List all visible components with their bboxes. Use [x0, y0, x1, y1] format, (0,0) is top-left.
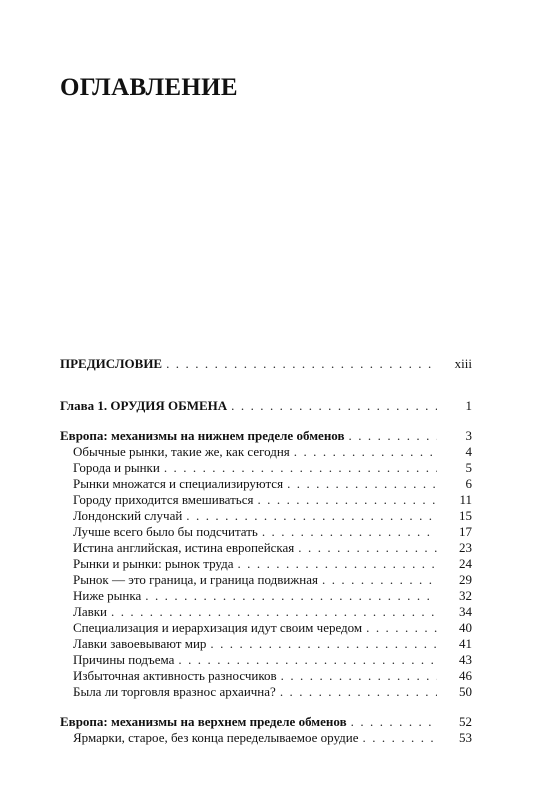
toc-entry-page: 34	[459, 604, 472, 619]
toc-entry-page: 4	[465, 444, 472, 459]
toc-entry-page: 17	[459, 524, 472, 539]
toc-entry-page: 5	[465, 460, 472, 475]
toc-entry	[60, 652, 472, 668]
toc-entry-section	[60, 428, 472, 444]
dot-leader	[178, 652, 437, 668]
toc-entry-title: Лондонский случай	[73, 508, 183, 523]
toc-entry	[60, 556, 472, 572]
dot-leader	[287, 476, 437, 492]
toc-entry-title: Лавки	[73, 604, 107, 619]
toc-entry-title: Ярмарки, старое, без конца переделываемое орудие	[73, 730, 359, 745]
toc-entry-title: ПРЕДИСЛОВИЕ	[60, 356, 163, 371]
toc-entry	[60, 588, 472, 604]
toc-entry-title: Причины подъема	[73, 652, 175, 667]
toc-entry-title: Европа: механизмы на нижнем пределе обменов	[60, 428, 345, 443]
toc-entry	[60, 508, 472, 524]
toc-entry-title: Европа: механизмы на верхнем пределе обменов	[60, 714, 347, 729]
toc-entry	[60, 730, 472, 746]
toc-entry-page: 53	[459, 730, 472, 745]
dot-leader	[186, 508, 437, 524]
toc-entry-preface	[60, 356, 472, 372]
toc-entry-title: Специализация и иерархизация идут своим чередом	[73, 620, 363, 635]
dot-leader	[262, 524, 437, 540]
table-of-contents	[60, 356, 472, 746]
toc-entry-title: Города и рынки	[73, 460, 160, 475]
toc-entry-title: Была ли торговля вразнос архаична?	[73, 684, 276, 699]
toc-entry-page: 41	[459, 636, 472, 651]
toc-entry-page: 29	[459, 572, 472, 587]
toc-entry-page: 40	[459, 620, 472, 635]
dot-leader	[257, 492, 437, 508]
toc-entry-page: 32	[459, 588, 472, 603]
toc-entry-title: Обычные рынки, такие же, как сегодня	[73, 444, 290, 459]
toc-entry-title: Глава 1. ОРУДИЯ ОБМЕНА	[60, 398, 228, 413]
dot-leader	[210, 636, 437, 652]
toc-entry-title: Избыточная активность разносчиков	[73, 668, 277, 683]
dot-leader	[351, 714, 437, 730]
toc-entry-page: 43	[459, 652, 472, 667]
toc-entry-title: Рынки и рынки: рынок труда	[73, 556, 234, 571]
dot-leader	[322, 572, 437, 588]
dot-leader	[111, 604, 437, 620]
toc-entry-page: 11	[459, 492, 472, 507]
toc-entry	[60, 524, 472, 540]
toc-entry	[60, 684, 472, 700]
dot-leader	[298, 540, 437, 556]
toc-entry-page: 23	[459, 540, 472, 555]
dot-leader	[145, 588, 437, 604]
toc-entry	[60, 572, 472, 588]
page-title: ОГЛАВЛЕНИЕ	[60, 74, 238, 101]
toc-entry-page: 24	[459, 556, 472, 571]
toc-entry	[60, 492, 472, 508]
toc-entry	[60, 636, 472, 652]
toc-entry-title: Городу приходится вмешиваться	[73, 492, 254, 507]
toc-entry	[60, 540, 472, 556]
toc-entry-page: 1	[465, 398, 472, 413]
toc-entry-page: 52	[459, 714, 472, 729]
toc-entry	[60, 444, 472, 460]
dot-leader	[166, 356, 437, 372]
toc-entry-page: 15	[459, 508, 472, 523]
toc-entry-title: Рынки множатся и специализируются	[73, 476, 284, 491]
toc-entry-title: Ниже рынка	[73, 588, 142, 603]
dot-leader	[366, 620, 437, 636]
toc-entry-page: 6	[465, 476, 472, 491]
dot-leader	[294, 444, 437, 460]
toc-entry-page: 3	[465, 428, 472, 443]
toc-entry-title: Истина английская, истина европейская	[73, 540, 295, 555]
toc-entry-title: Рынок — это граница, и граница подвижная	[73, 572, 319, 587]
dot-leader	[363, 730, 437, 746]
toc-entry	[60, 604, 472, 620]
dot-leader	[237, 556, 437, 572]
toc-entry-page: xiii	[454, 356, 472, 371]
toc-entry	[60, 476, 472, 492]
toc-entry	[60, 620, 472, 636]
toc-entry-section	[60, 714, 472, 730]
dot-leader	[349, 428, 437, 444]
toc-entry-chapter	[60, 398, 472, 414]
dot-leader	[231, 398, 437, 414]
dot-leader	[164, 460, 437, 476]
toc-entry-page: 50	[459, 684, 472, 699]
dot-leader	[280, 684, 437, 700]
toc-entry-page: 46	[459, 668, 472, 683]
dot-leader	[281, 668, 437, 684]
toc-entry	[60, 460, 472, 476]
toc-entry-title: Лучше всего было бы подсчитать	[73, 524, 258, 539]
toc-entry	[60, 668, 472, 684]
toc-entry-title: Лавки завоевывают мир	[73, 636, 207, 651]
